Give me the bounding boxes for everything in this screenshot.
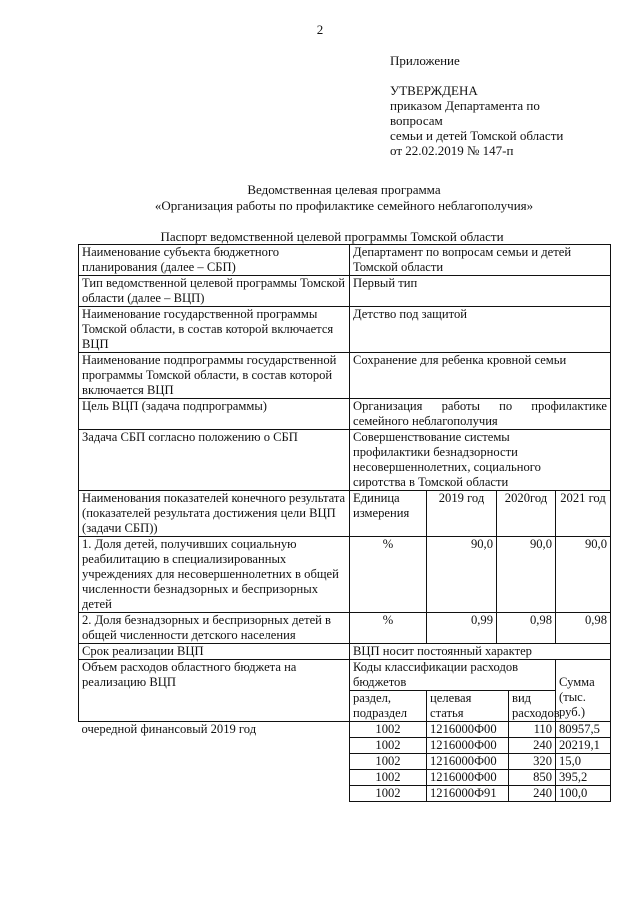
expense-section: 1002 bbox=[350, 738, 427, 754]
row-value: Детство под защитой bbox=[350, 307, 611, 353]
expense-article: 1216000Ф00 bbox=[427, 754, 509, 770]
year-header: 2020год bbox=[497, 491, 556, 537]
table-row bbox=[79, 245, 611, 276]
expense-sum: 15,0 bbox=[556, 754, 611, 770]
expense-row bbox=[79, 738, 611, 754]
indicator-header-label: Наименования показателей конечного результата (показателей результата достижения цели ВЦП (задачи СБП)) bbox=[79, 491, 350, 537]
expense-kind: 850 bbox=[509, 770, 556, 786]
approved-label: УТВЕРЖДЕНА bbox=[390, 83, 478, 98]
table-row bbox=[79, 307, 611, 353]
row-label: Наименование подпрограммы государственной программы Томской области, в состав которой включается ВЦП bbox=[79, 353, 350, 399]
expenses-header-row bbox=[79, 660, 611, 691]
expense-article: 1216000Ф91 bbox=[427, 786, 509, 802]
row-label: Наименование государственной программы Томской области, в состав которой включается ВЦП bbox=[79, 307, 350, 353]
col-article-header: целевая статья bbox=[427, 691, 509, 722]
expense-row bbox=[79, 770, 611, 786]
expense-section: 1002 bbox=[350, 786, 427, 802]
period-label: очередной финансовый 2019 год bbox=[81, 722, 257, 736]
table-row bbox=[79, 353, 611, 399]
table-row bbox=[79, 644, 611, 660]
year-header: 2019 год bbox=[427, 491, 497, 537]
expense-sum: 20219,1 bbox=[556, 738, 611, 754]
year-header: 2021 год bbox=[556, 491, 611, 537]
expense-kind: 320 bbox=[509, 754, 556, 770]
table-row bbox=[79, 430, 611, 491]
indicator-name: 2. Доля безнадзорных и беспризорных детей в общей численности детского населения bbox=[79, 613, 350, 644]
sum-header bbox=[556, 660, 611, 722]
expense-row bbox=[79, 786, 611, 802]
program-title-line: Ведомственная целевая программа bbox=[247, 182, 441, 197]
expense-row bbox=[79, 722, 611, 738]
indicator-unit: % bbox=[350, 537, 427, 613]
indicator-value: 0,98 bbox=[556, 613, 611, 644]
expense-kind: 110 bbox=[509, 722, 556, 738]
row-value: Совершенствование системы профилактики безнадзорности несовершеннолетних, социального сиротства в Томской области bbox=[350, 430, 611, 491]
indicator-unit: % bbox=[350, 613, 427, 644]
passport-title: Паспорт ведомственной целевой программы Томской области bbox=[160, 229, 504, 244]
col-section-header: раздел, подраздел bbox=[350, 691, 427, 722]
row-label: Тип ведомственной целевой программы Томской области (далее – ВЦП) bbox=[79, 276, 350, 307]
col-kind-header: вид расходов bbox=[509, 691, 556, 722]
row-label: Задача СБП согласно положению о СБП bbox=[79, 430, 350, 491]
expense-sum: 80957,5 bbox=[556, 722, 611, 738]
expense-article: 1216000Ф00 bbox=[427, 770, 509, 786]
sum-header-text: Сумма (тыс. руб.) bbox=[559, 675, 595, 719]
row-value: Организация работы по профилактике семейного неблагополучия bbox=[350, 399, 611, 430]
unit-header: Единица измерения bbox=[350, 491, 427, 537]
indicator-value: 90,0 bbox=[427, 537, 497, 613]
approval-line: приказом Департамента по bbox=[390, 98, 540, 113]
indicator-value: 0,98 bbox=[497, 613, 556, 644]
approval-block bbox=[390, 53, 630, 158]
expense-sum: 395,2 bbox=[556, 770, 611, 786]
expense-section: 1002 bbox=[350, 754, 427, 770]
codes-header: Коды классификации расходов бюджетов bbox=[350, 660, 556, 691]
expense-row bbox=[79, 754, 611, 770]
indicator-row bbox=[79, 613, 611, 644]
passport-table bbox=[78, 244, 611, 802]
row-label: Срок реализации ВЦП bbox=[79, 644, 350, 660]
page-number: 2 bbox=[316, 22, 324, 37]
appendix-label: Приложение bbox=[390, 53, 460, 68]
row-value: Первый тип bbox=[350, 276, 611, 307]
indicator-value: 90,0 bbox=[556, 537, 611, 613]
program-name: «Организация работы по профилактике семейного неблагополучия» bbox=[154, 198, 534, 213]
row-label: Наименование субъекта бюджетного планирования (далее – СБП) bbox=[79, 245, 350, 276]
indicator-row bbox=[79, 537, 611, 613]
indicator-value: 90,0 bbox=[497, 537, 556, 613]
table-row bbox=[79, 276, 611, 307]
expense-article: 1216000Ф00 bbox=[427, 722, 509, 738]
expense-kind: 240 bbox=[509, 738, 556, 754]
indicator-value: 0,99 bbox=[427, 613, 497, 644]
expense-section: 1002 bbox=[350, 770, 427, 786]
row-value: ВЦП носит постоянный характер bbox=[350, 644, 611, 660]
expense-kind: 240 bbox=[509, 786, 556, 802]
approval-date: от 22.02.2019 № 147-п bbox=[390, 143, 514, 158]
approval-line: семьи и детей Томской области bbox=[390, 128, 564, 143]
row-label: Цель ВЦП (задача подпрограммы) bbox=[79, 399, 350, 430]
program-title bbox=[0, 182, 640, 214]
indicator-header-row bbox=[79, 491, 611, 537]
row-value: Сохранение для ребенка кровной семьи bbox=[350, 353, 611, 399]
expense-section: 1002 bbox=[350, 722, 427, 738]
approval-line: вопросам bbox=[390, 113, 443, 128]
expense-sum: 100,0 bbox=[556, 786, 611, 802]
row-value: Департамент по вопросам семьи и детей Томской области bbox=[350, 245, 611, 276]
expenses-label: Объем расходов областного бюджета на реализацию ВЦП bbox=[79, 660, 350, 722]
table-row bbox=[79, 399, 611, 430]
expense-article: 1216000Ф00 bbox=[427, 738, 509, 754]
indicator-name: 1. Доля детей, получивших социальную реабилитацию в специализированных учреждениях для несовершеннолетних в общей численности безнадзорных и беспризорных детей bbox=[79, 537, 350, 613]
